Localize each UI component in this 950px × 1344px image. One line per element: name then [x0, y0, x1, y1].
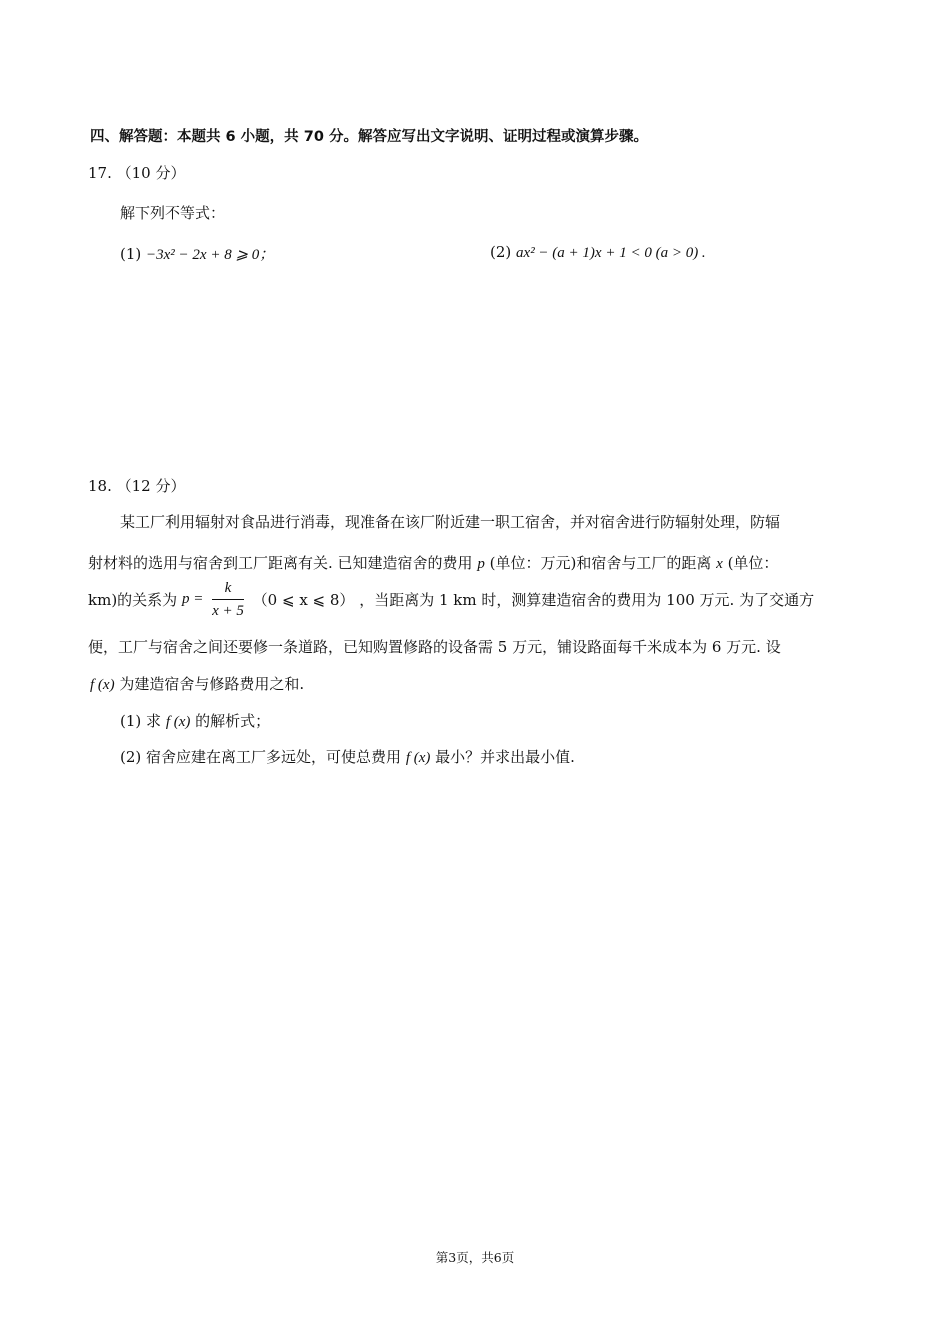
- q17-header: [88, 162, 186, 183]
- q17-part1-expr: −3x² − 2x + 8 ⩾ 0；: [146, 247, 275, 263]
- q18-line3-text-b: ，当距离为 1 km 时，测算建造宿舍的费用为 100 万元. 为了交通方: [359, 591, 815, 609]
- q18-line5-text: 为建造宿舍与修路费用之和.: [119, 675, 305, 693]
- q18-var-x: x: [716, 556, 723, 572]
- q18-subquestion-1: [120, 710, 270, 731]
- q18-line-3: [88, 578, 814, 621]
- q18-line-1: 某工厂利用辐射对食品进行消毒，现准备在该厂附近建一职工宿舍，并对宿舍进行防辐射处理，防辐: [120, 513, 781, 531]
- q18-subquestion-2: [120, 746, 575, 767]
- q18-number: 18.: [88, 477, 112, 495]
- q17-points: （10 分）: [116, 164, 186, 182]
- q17-part2-label: (2): [490, 243, 512, 261]
- q17-part1: [120, 243, 274, 264]
- q18-line2-text-a: 射材料的选用与宿舍到工厂距离有关. 已知建造宿舍的费用: [88, 554, 473, 572]
- q17-part2-expr: ax² − (a + 1)x + 1 < 0 (a > 0) .: [516, 245, 706, 261]
- page-footer: 第3页，共6页: [435, 1250, 515, 1265]
- q18-line2-text-b: (单位：万元)和宿舍与工厂的距离: [489, 554, 712, 572]
- q18-sub2-text-b: 最小？并求出最小值.: [435, 748, 575, 766]
- q17-number: 17.: [88, 164, 112, 182]
- q18-sub2-text-a: (2) 宿舍应建在离工厂多远处，可使总费用: [120, 748, 402, 766]
- q18-function-f: f (x): [90, 677, 115, 693]
- q18-header: [88, 475, 186, 496]
- q18-line2-text-c: (单位：: [727, 554, 779, 572]
- q18-sub2-function: f (x): [405, 750, 431, 766]
- q18-sub1-function: f (x): [165, 714, 191, 730]
- q17-prompt: 解下列不等式：: [120, 204, 226, 222]
- q18-points: （12 分）: [116, 477, 186, 495]
- q18-range: （0 ⩽ x ⩽ 8）: [252, 591, 355, 609]
- q18-sub1-text-a: (1) 求: [120, 712, 162, 730]
- q18-var-p: p: [477, 556, 485, 572]
- q18-fraction-numerator: k: [212, 578, 244, 600]
- q18-line-4: 便，工厂与宿舍之间还要修一条道路，已知购置修路的设备需 5 万元，铺设路面每千米成本为 6 万元. 设: [88, 638, 781, 656]
- q18-sub1-text-b: 的解析式；: [195, 712, 271, 730]
- q18-equation-lhs: p =: [181, 591, 204, 607]
- section-title: 四、解答题：本题共 6 小题，共 70 分。解答应写出文字说明、证明过程或演算步骤。: [90, 129, 648, 145]
- q18-line3-text-a: km)的关系为: [88, 591, 178, 609]
- q18-line-5: [90, 673, 304, 694]
- q17-part2: [490, 243, 706, 262]
- q18-fraction-denominator: x + 5: [212, 603, 244, 619]
- q17-part1-label: (1): [120, 245, 142, 263]
- q18-fraction: [212, 578, 244, 621]
- q18-line-2: [88, 552, 778, 573]
